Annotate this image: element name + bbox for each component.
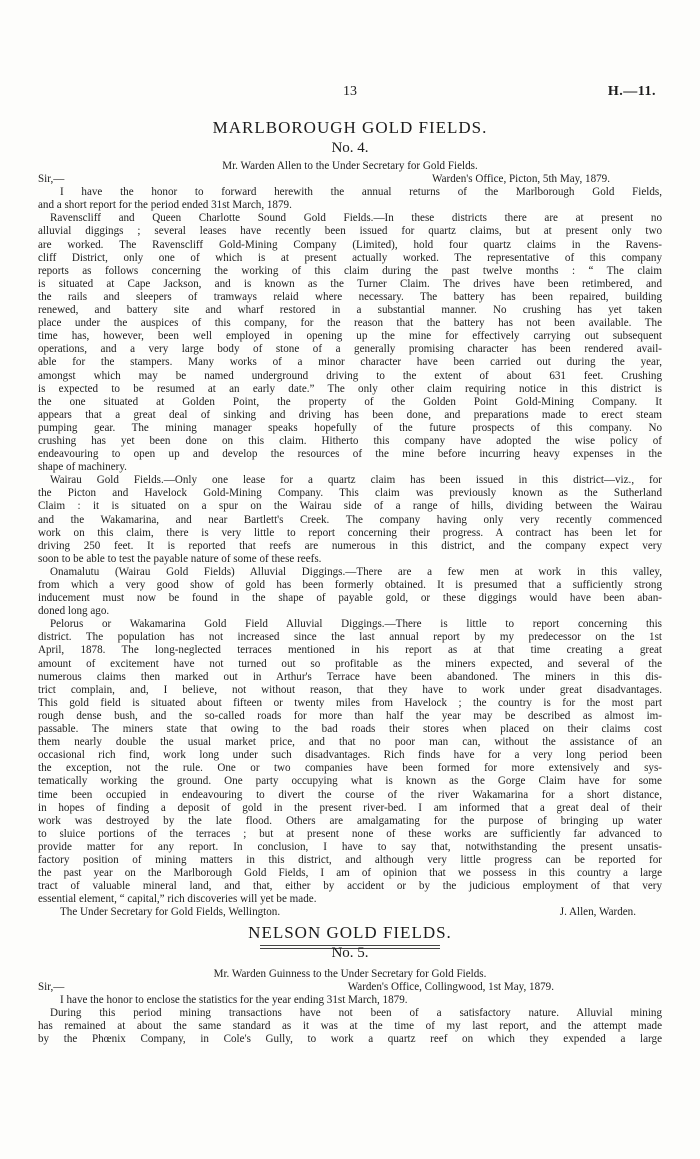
text-line: essential element, “ capital,” rich discoveries will yet be made.: [38, 893, 317, 906]
place-date: Warden's Office, Picton, 5th May, 1879.: [432, 173, 610, 186]
text-line: pumping gear. The mining manager speaks hopefully of the future prospects of this company. No: [38, 421, 662, 434]
text-line: trict complain, and, I believe, not without reason, that they have to work under great disadvantages.: [38, 683, 662, 696]
text-line: is expected to be resumed at an early date.” The only other claim requiring notice in this district is: [38, 382, 662, 395]
text-line: operations, and a very large body of stone of a generally promising character has been rendered avail-: [38, 343, 662, 356]
section-nelson: [38, 923, 662, 1047]
text-line: time has, however, been well employed in opening up the mine for effectively carrying out subsequent: [38, 330, 662, 343]
text-line: amount of excitement have not turned out so profitable as the miners expected, and several of the: [38, 657, 662, 670]
text-line: and a short report for the period ended 31st March, 1879.: [38, 199, 292, 212]
text-line: is situated at Cape Jackson, and is known as the Turner Claim. The drives have been retimbered, and: [38, 277, 662, 290]
text-line: tematically working the ground. One party occupying what is known as the Gorge Claim have for some: [38, 775, 662, 788]
letter-body: [38, 994, 662, 1046]
text-line: Claim : it is situated on a spur on the Wairau side of a range of hills, dividing between the Wairau: [38, 500, 662, 513]
signature: J. Allen, Warden.: [559, 906, 636, 919]
text-line: them nearly double the usual market price, and that no poor man can, without the assistance of an: [38, 736, 662, 749]
text-line: by the Phœnix Company, in Cole's Gully, to work a quartz reef on which they expended a large: [38, 1033, 662, 1046]
text-line: in hopes of finding a deposit of gold in the present river-bed. I am informed that a great deal of their: [38, 801, 662, 814]
text-line: Pelorus or Wakamarina Gold Field Alluvial Diggings.—There is little to report concerning this: [50, 618, 662, 631]
text-line: Ravenscliff and Queen Charlotte Sound Gold Fields.—In these districts there are at present no: [50, 212, 662, 225]
text-line: are worked. The Ravenscliff Gold-Mining Company (Limited), hold four quartz claims in the Ravens-: [38, 238, 662, 251]
text-line: shape of machinery.: [38, 461, 127, 474]
text-line: and the Wakamarina, and near Bartlett's Creek. The company having only very recently commenced: [38, 513, 662, 526]
text-line: place under the auspices of this company, for the reason that the battery has not been available. The: [38, 317, 662, 330]
text-line: time been occupied in endeavouring to divert the course of the river Wakamarina for a short distance,: [38, 788, 662, 801]
text-line: amongst which may be named underground driving to the extent of about 631 feet. Crushing: [38, 369, 662, 382]
text-line: crushing has yet been done on this claim. Hitherto this company have adopted the wise policy of: [38, 434, 662, 447]
text-line: soon to be able to test the payable nature of some of these reefs.: [38, 552, 322, 565]
addressee: The Under Secretary for Gold Fields, Wellington.: [60, 906, 281, 919]
text-line: doned long ago.: [38, 605, 110, 618]
text-line: I have the honor to enclose the statistics for the year ending 31st March, 1879.: [60, 994, 408, 1007]
text-line: the past year on the Marlborough Gold Fields, I am of opinion that we possess in this country a large: [38, 867, 662, 880]
text-line: During this period mining transactions have not been of a satisfactory nature. Alluvial mining: [50, 1007, 662, 1020]
section-title: MARLBOROUGH GOLD FIELDS.: [212, 118, 488, 137]
text-line: This gold field is situated about fifteen or twenty miles from Havelock ; the country is for the most part: [38, 696, 662, 709]
page-header: [0, 84, 700, 106]
text-line: provide matter for any report. In conclusion, I have to say that, notwithstanding the present unsatis-: [38, 840, 662, 853]
text-line: April, 1878. The long-neglected terraces mentioned in his report as at that time creating a great: [38, 644, 662, 657]
text-line: occasional rich find, work long under such disadvantages. Rich finds have for a very long period been: [38, 749, 662, 762]
text-line: driving 250 feet. It is reported that reefs are numerous in this district, and the company expect very: [38, 539, 662, 552]
text-line: I have the honor to forward herewith the annual returns of the Marlborough Gold Fields,: [60, 186, 662, 199]
text-line: appears that a great deal of sinking and driving has been done, and preparations made to erect steam: [38, 408, 662, 421]
text-line: the Picton and Havelock Gold-Mining Company. This claim was previously known as the Sutherland: [38, 487, 662, 500]
text-line: numerous claims then marked out in Arthur's Terrace have been abandoned. The miners in this dis-: [38, 670, 662, 683]
text-line: factory position of mining matters in this district, and although very little progress can be reported for: [38, 853, 662, 866]
letter-body: [38, 186, 662, 906]
text-line: has remained at about the same standard as it was at the time of my last report, and the attempt made: [38, 1020, 662, 1033]
salutation-row: [38, 173, 662, 186]
text-line: renewed, and battery site and wharf restored in a substantial manner. No crushing has yet taken: [38, 304, 662, 317]
salutation: Sir,—: [38, 981, 65, 994]
text-line: the exception, not the rule. One or two companies have been formed for more extensively and sys-: [38, 762, 662, 775]
document-reference: H.—11.: [607, 84, 656, 99]
section-number: No. 5.: [331, 945, 369, 961]
text-line: able for the stampers. Many works of a minor character have been carried out during the year,: [38, 356, 662, 369]
text-line: endeavouring to open up and develop the resources of the mine before incurring heavy expenses in the: [38, 448, 662, 461]
text-line: tract of valuable mineral land, and that, either by accident or by the judicious employment of that very: [38, 880, 662, 893]
letter-heading: Mr. Warden Guinness to the Under Secretary for Gold Fields.: [213, 968, 487, 980]
text-line: work was destroyed by the late flood. Others are amalgamating for the purpose of bringing up water: [38, 814, 662, 827]
section-marlborough: [38, 118, 662, 980]
text-line: cliff District, only one of which is at present actually worked. The representative of this company: [38, 251, 662, 264]
text-line: the one situated at Golden Point, the property of the Golden Point Gold-Mining Company. It: [38, 395, 662, 408]
text-line: rough dense bush, and the so-called roads for more than half the year may be described as almost im-: [38, 709, 662, 722]
section-title: NELSON GOLD FIELDS.: [248, 923, 452, 942]
text-line: Wairau Gold Fields.—Only one lease for a quartz claim has been issued in this district—viz., for: [50, 474, 662, 487]
letter-heading: Mr. Warden Allen to the Under Secretary for Gold Fields.: [222, 160, 478, 172]
text-line: the rails and sleepers of tramways relaid where necessary. The battery has been repaired, building: [38, 290, 662, 303]
text-line: inducement must now be found in the shape of payable gold, or these diggings would have been aban-: [38, 592, 662, 605]
signature-row: [38, 906, 662, 919]
text-line: reports as follows concerning the working of this claim during the past twelve months : “ The claim: [38, 264, 662, 277]
section-number: No. 4.: [331, 140, 369, 156]
text-line: district. The population has not increased since the last annual report by my predecessor on the 1st: [38, 631, 662, 644]
salutation: Sir,—: [38, 173, 65, 186]
place-date: Warden's Office, Collingwood, 1st May, 1879.: [347, 981, 554, 994]
salutation-row: [38, 981, 662, 994]
text-line: Onamalutu (Wairau Gold Fields) Alluvial Diggings.—There are a few men at work in this valley,: [50, 565, 662, 578]
text-line: work on this claim, there is very little to report concerning their progress. A contract has been let for: [38, 526, 662, 539]
page-number: 13: [343, 84, 357, 99]
text-line: alluvial diggings ; several leases have recently been issued for quartz claims, but at present only two: [38, 225, 662, 238]
text-line: from which a very good show of gold has been formerly obtained. It is presumed that a sufficiently strong: [38, 579, 662, 591]
text-line: to sluice portions of the terraces ; but at present none of these works are sufficiently far advanced to: [38, 827, 662, 840]
text-line: passable. The miners state that owing to the bad roads their stores when placed on their claims cost: [38, 723, 662, 736]
